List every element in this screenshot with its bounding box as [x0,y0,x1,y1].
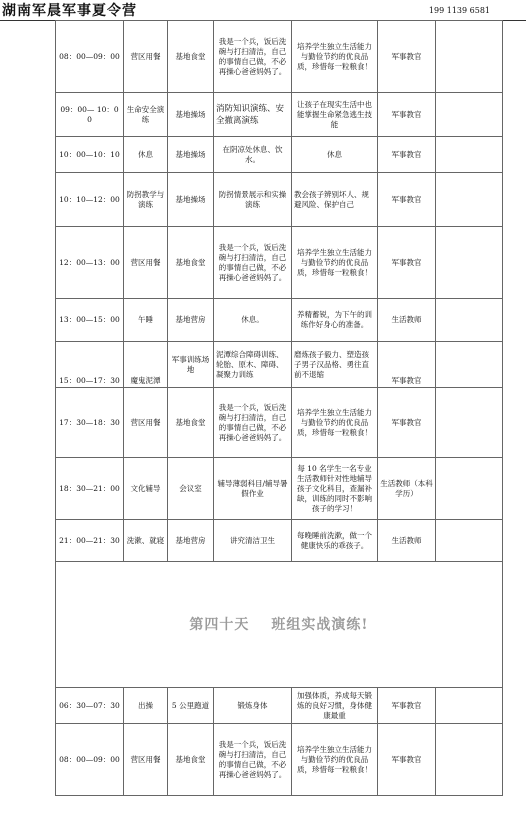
teacher-cell: 军事教官 [378,342,436,388]
blank-cell [436,724,503,796]
activity-cell: 魔鬼泥潭 [124,342,168,388]
teacher-cell: 军事教官 [378,388,436,458]
time-cell: 06：30—07：30 [56,688,124,724]
blank-cell [436,388,503,458]
activity-cell: 营区用餐 [124,227,168,299]
location-cell: 基地食堂 [168,21,214,93]
blank-cell [436,227,503,299]
content-cell: 防拐情景展示和实操演练 [214,173,292,227]
goal-cell: 让孩子在现实生活中也能掌握生命紧急逃生技能 [292,93,378,137]
activity-cell: 营区用餐 [124,21,168,93]
teacher-cell: 生活教师 [378,520,436,562]
content-cell: 我是一个兵，饭后洗碗与打扫清洁，自己的事情自己做，不必再操心爸爸妈妈了。 [214,388,292,458]
blank-cell [436,299,503,342]
activity-cell: 生命安全演练 [124,93,168,137]
blank-cell [436,520,503,562]
activity-cell: 营区用餐 [124,724,168,796]
blank-cell [436,137,503,173]
time-cell: 18：30—21：00 [56,458,124,520]
time-cell: 13：00—15：00 [56,299,124,342]
activity-cell: 午睡 [124,299,168,342]
location-cell: 基地操场 [168,93,214,137]
content-cell: 我是一个兵，饭后洗碗与打扫清洁，自己的事情自己做，不必再操心爸爸妈妈了。 [214,227,292,299]
content-cell: 辅导薄弱科目/辅导暑假作业 [214,458,292,520]
location-cell: 基地食堂 [168,227,214,299]
goal-cell: 教会孩子辨别坏人、规避风险、保护自己 [292,173,378,227]
content-cell: 泥潭综合障碍训练、轮胎、原木、障碍、凝聚力训练 [214,342,292,388]
time-cell: 09：00— 10：00 [56,93,124,137]
content-cell: 在阴凉处休息、饮水。 [214,137,292,173]
time-cell: 15：00—17：30 [56,342,124,388]
blank-cell [436,21,503,93]
blank-cell [436,342,503,388]
content-cell: 讲究清洁卫生 [214,520,292,562]
time-cell: 17：30—18：30 [56,388,124,458]
table-row [56,724,503,796]
content-cell: 消防知识演练、安全撤离演练 [214,93,292,137]
location-cell: 基地食堂 [168,388,214,458]
table-row [56,388,503,458]
activity-cell: 出操 [124,688,168,724]
time-cell: 21：00—21：30 [56,520,124,562]
location-cell: 5 公里跑道 [168,688,214,724]
teacher-cell: 军事教官 [378,688,436,724]
blank-cell [436,173,503,227]
activity-cell: 洗漱、就寝 [124,520,168,562]
location-cell: 军事训练场地 [168,342,214,388]
contact-phone: 199 1139 6581 [428,6,490,15]
goal-cell: 培养学生独立生活能力与勤俭节约的优良品质，珍惜每一粒粮食！ [292,388,378,458]
teacher-cell: 军事教官 [378,93,436,137]
goal-cell: 磨炼孩子毅力、塑造孩子男子汉品格、勇往直前不退缩 [292,342,378,388]
day-banner [56,562,503,688]
table-row [56,93,503,137]
time-cell: 10：10—12：00 [56,173,124,227]
content-cell: 我是一个兵，饭后洗碗与打扫清洁，自己的事情自己做，不必再操心爸爸妈妈了。 [214,724,292,796]
location-cell: 基地食堂 [168,724,214,796]
day-subtitle: 班组实战演练! [271,616,369,633]
goal-cell: 培养学生独立生活能力与勤俭节约的优良品质，珍惜每一粒粮食！ [292,227,378,299]
content-cell: 锻炼身体 [214,688,292,724]
content-cell: 休息。 [214,299,292,342]
table-row [56,688,503,724]
table-row [56,21,503,93]
goal-cell: 加强体质，养成每天锻炼的良好习惯，身体健康最重 [292,688,378,724]
teacher-cell: 生活教师 [378,299,436,342]
table-row [56,458,503,520]
teacher-cell: 军事教官 [378,137,436,173]
table-row [56,137,503,173]
time-cell: 08：00—09：00 [56,21,124,93]
content-cell: 我是一个兵，饭后洗碗与打扫清洁，自己的事情自己做，不必再操心爸爸妈妈了。 [214,21,292,93]
page-header [0,0,526,21]
activity-cell: 休息 [124,137,168,173]
goal-cell: 每 10 名学生一名专业生活教师针对性地辅导孩子文化科目，查漏补缺，训练的同时不影响孩子的学习！ [292,458,378,520]
table-row [56,227,503,299]
location-cell: 会议室 [168,458,214,520]
location-cell: 基地营房 [168,299,214,342]
day-heading: 第四十天 [189,616,250,633]
teacher-cell: 生活教师（本科学历） [378,458,436,520]
table-row [56,520,503,562]
teacher-cell: 军事教官 [378,173,436,227]
location-cell: 基地操场 [168,173,214,227]
blank-cell [436,93,503,137]
table-row [56,299,503,342]
time-cell: 08：00—09：00 [56,724,124,796]
camp-title: 湖南军晨军事夏令营 [2,3,137,19]
location-cell: 基地营房 [168,520,214,562]
blank-cell [436,458,503,520]
teacher-cell: 军事教官 [378,227,436,299]
schedule-table [55,20,503,796]
table-row [56,173,503,227]
goal-cell: 休息 [292,137,378,173]
blank-cell [436,688,503,724]
teacher-cell: 军事教官 [378,21,436,93]
goal-cell: 养精蓄锐，为下午的训练作好身心的准备。 [292,299,378,342]
teacher-cell: 军事教官 [378,724,436,796]
activity-cell: 营区用餐 [124,388,168,458]
time-cell: 10：00—10：10 [56,137,124,173]
activity-cell: 防拐教学与演练 [124,173,168,227]
goal-cell: 每晚睡前洗漱，做一个健康快乐的乖孩子。 [292,520,378,562]
goal-cell: 培养学生独立生活能力与勤俭节约的优良品质，珍惜每一粒粮食！ [292,21,378,93]
goal-cell: 培养学生独立生活能力与勤俭节约的优良品质，珍惜每一粒粮食！ [292,724,378,796]
location-cell: 基地操场 [168,137,214,173]
activity-cell: 文化辅导 [124,458,168,520]
time-cell: 12：00—13：00 [56,227,124,299]
day-banner-row [56,562,503,688]
table-row [56,342,503,388]
